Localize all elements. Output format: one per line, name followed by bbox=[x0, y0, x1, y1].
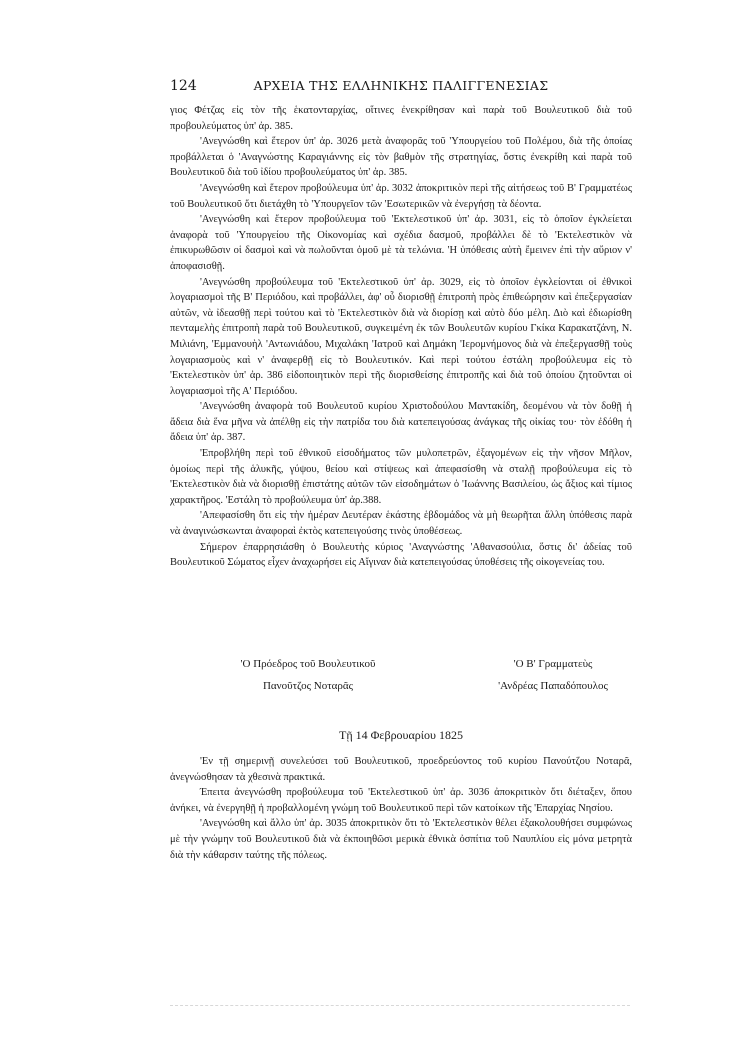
paragraph: 'Ανεγνώσθη καὶ ἕτερον προβούλευμα τοῦ 'Εκτελεστικοῦ ὑπ' ἀρ. 3031, εἰς τὸ ὁποῖον ἐγκλείεται ἀναφορὰ τοῦ 'Υπουργείου τῆς Οἰκονομίας καὶ σχέδια δασμοῦ, προβάλλει δὲ τὸ 'Εκτελεστικὸν νὰ ἐπικυρωθῶσιν οἱ δασμοὶ καὶ νὰ πωλοῦνται ὁμοῦ μὲ τὰ τελώνια. 'Η ὑπόθεσις αὐτὴ ἔμεινεν ἐπὶ τὴν αὔριον ν' ἀποφασισθῇ. bbox=[170, 214, 632, 272]
session-text bbox=[170, 754, 632, 863]
president-signature bbox=[218, 653, 398, 697]
paragraph: 'Ανεγνώσθη ἀναφορὰ τοῦ Βουλευτοῦ κυρίου Χριστοδούλου Μαντακίδη, δεομένου νὰ τὸν δοθῇ ἡ ἄδεια διὰ ἕνα μῆνα νὰ ἀπέλθῃ εἰς τὴν πατρίδα του διὰ κατεπειγούσας ἀνάγκας τῆς οἰκίας του· τὸν ἐδόθη ἡ ἄδεια ὑπ' ἀρ. 387. bbox=[170, 401, 632, 444]
paragraph: 'Ανεγνώσθη καὶ ἕτερον ὑπ' ἀρ. 3026 μετὰ ἀναφορᾶς τοῦ 'Υπουργείου τοῦ Πολέμου, διὰ τῆς ὁποίας προβάλλεται ὁ 'Αναγνώστης Καραγιάννης εἰς τὸν βαθμὸν τῆς στρατηγίας, ὅστις ἐνεκρίθη καὶ παρὰ τοῦ Βουλευτικοῦ διὰ τοῦ ἰδίου προβουλεύματος ὑπ' ἀρ. 385. bbox=[170, 136, 632, 179]
paragraph: Σήμερον ἐπαρρησιάσθη ὁ Βουλευτὴς κύριος 'Αναγνώστης 'Αθανασούλια, ὅστις δι' ἀδείας τοῦ Βουλευτικοῦ Σώματος εἶχεν ἀναχωρήσει εἰς Αἴγιναν διὰ κατεπειγούσας ὑποθέσεις τῆς οἰκογενείας του. bbox=[170, 541, 632, 569]
paragraph: 'Επροβλήθη περὶ τοῦ ἐθνικοῦ εἰσοδήματος τῶν μυλοπετρῶν, ἐξαγομένων εἰς τὴν νῆσον Μῆλον, ὁμοίως περὶ τῆς ἁλυκῆς, γύψου, θείου καὶ στίψεως καὶ ἀπεφασίσθη νὰ σταλῇ προβούλευμα εἰς τὸ 'Εκτελεστικὸν διὰ νὰ διορισθῇ ἐπιστάτης αὐτῶν τῶν εἰσοδημάτων ὁ 'Ιωάννης Βασιλείου, ὡς ἄξιος καὶ τίμιος χαρακτῆρος. 'Εστάλη τὸ προβούλευμα ὑπ' ἀρ.388. bbox=[170, 448, 632, 506]
paragraph: Έπειτα ἀνεγνώσθη προβούλευμα τοῦ 'Εκτελεστικοῦ ὑπ' ἀρ. 3036 ἀποκριτικὸν ὅτι διέταξεν, ὅπου ἀνήκει, νὰ ἐνεργηθῇ ἡ προβαλλομένη γνώμη τοῦ Βουλευτικοῦ περὶ τῶν κατοίκων τῆς 'Επαρχίας Νησίου. bbox=[170, 787, 632, 814]
paragraph: 'Ανεγνώσθη προβούλευμα τοῦ 'Εκτελεστικοῦ ὑπ' ἀρ. 3029, εἰς τὸ ὁποῖον ἐγκλείονται οἱ ἐθνικοὶ λογαριασμοὶ τῆς Β' Περιόδου, καὶ προβάλλει, ἀφ' οὗ διορισθῇ ἐπιτροπὴ πρὸς ἐπιθεώρησιν καὶ ἐπεξεργασίαν αὐτῶν, νὰ ἰδεασθῇ περὶ τούτου καὶ τὸ 'Εκτελεστικὸν διὰ νὰ διορίσῃ καὶ αὐτὸ δύο μέλη. Διὸ καὶ ἐδιωρίσθη πενταμελὴς ἐπιτροπὴ παρὰ τοῦ Βουλευτικοῦ, συγκειμένη ἐκ τῶν Βουλευτῶν κυρίου Γκίκα Καρακατζάνη, Ν. Μιλιάνη, 'Εμμανουὴλ 'Αντωνιάδου, Μιχαλάκη 'Ιατροῦ καὶ Δημάκη 'Ιερομνήμονος διὰ νὰ ἐπεξεργασθῇ τοὺς λογαριασμοὺς καὶ ν' ἀναφερθῇ εἰς τὸ Βουλευτικόν. Καὶ περὶ τούτου ἐστάλη προβούλευμα εἰς τὸ 'Εκτελεστικὸν ὑπ' ἀρ. 386 εἰδοποιητικὸν περὶ τῆς διορισθείσης ἐπιτροπῆς καὶ διὰ τοῦ ὁποίου ζητοῦνται οἱ λογαριασμοὶ τῆς Α' Περιόδου. bbox=[170, 276, 632, 397]
running-title: ΑΡΧΕΙΑ ΤΗΣ ΕΛΛΗΝΙΚΗΣ ΠΑΛΙΓΓΕΝΕΣΙΑΣ bbox=[253, 78, 549, 93]
secretary-title: 'Ο Β' Γραμματεὺς bbox=[513, 658, 593, 670]
president-name: Πανοῦτζος Νοταρᾶς bbox=[262, 680, 354, 692]
session-date-heading: Τῇ 14 Φεβρουαρίου 1825 bbox=[339, 728, 463, 742]
paragraph: γιος Φέτζας εἰς τὸν τῆς ἑκατονταρχίας, οἵτινες ἐνεκρίθησαν καὶ παρὰ τοῦ Βουλευτικοῦ διὰ τοῦ προβουλεύματος ὑπ' ἀρ. 385. bbox=[170, 105, 632, 132]
paragraph: 'Ανεγνώσθη καὶ ἕτερον προβούλευμα ὑπ' ἀρ. 3032 ἀποκριτικὸν περὶ τῆς αἰτήσεως τοῦ Β' Γραμματέως τοῦ Βουλευτικοῦ ὅτι διετάχθη τὸ 'Υπουργεῖον τῶν 'Εσωτερικῶν νὰ ἐνεργήσῃ τὰ δέοντα. bbox=[170, 182, 632, 210]
paragraph: 'Απεφασίσθη ὅτι εἰς τὴν ἡμέραν Δευτέραν ἑκάστης ἑβδομάδος νὰ μὴ θεωρῆται ἄλλη ὑπόθεσις παρὰ νὰ ἀναγινώσκωνται ἀναφοραὶ ἐκτὸς κατεπειγούσης τινὸς ὑποθέσεως. bbox=[170, 510, 632, 538]
secretary-signature bbox=[478, 653, 628, 697]
paragraph: 'Ανεγνώσθη καὶ ἄλλο ὑπ' ἀρ. 3035 ἀποκριτικὸν ὅτι τὸ 'Εκτελεστικὸν θέλει ἐξακολουθήσει συμφώνως μὲ τὴν γνώμην τοῦ Βουλευτικοῦ διὰ νὰ ἐκποιηθῶσι μερικὰ ἐθνικὰ ὀσπίτια τοῦ Ναυπλίου εἰς μόνα μετρητὰ διὰ τὴν κάθαρσιν ταύτης τῆς πόλεως. bbox=[170, 818, 632, 861]
page-number: 124 bbox=[170, 78, 197, 94]
signature-block bbox=[218, 653, 638, 697]
secretary-name: 'Ανδρέας Παπαδόπουλος bbox=[498, 680, 608, 692]
scan-artifact-divider bbox=[170, 1005, 630, 1008]
paragraph: 'Εν τῇ σημερινῇ συνελεύσει τοῦ Βουλευτικοῦ, προεδρεύοντος τοῦ κυρίου Πανούτζου Νοταρᾶ, ἀνεγνώσθησαν τὰ χθεσινὰ πρακτικά. bbox=[170, 756, 632, 783]
page-header bbox=[170, 78, 632, 98]
president-title: 'Ο Πρόεδρος τοῦ Βουλευτικοῦ bbox=[240, 658, 376, 670]
main-text bbox=[170, 103, 632, 571]
